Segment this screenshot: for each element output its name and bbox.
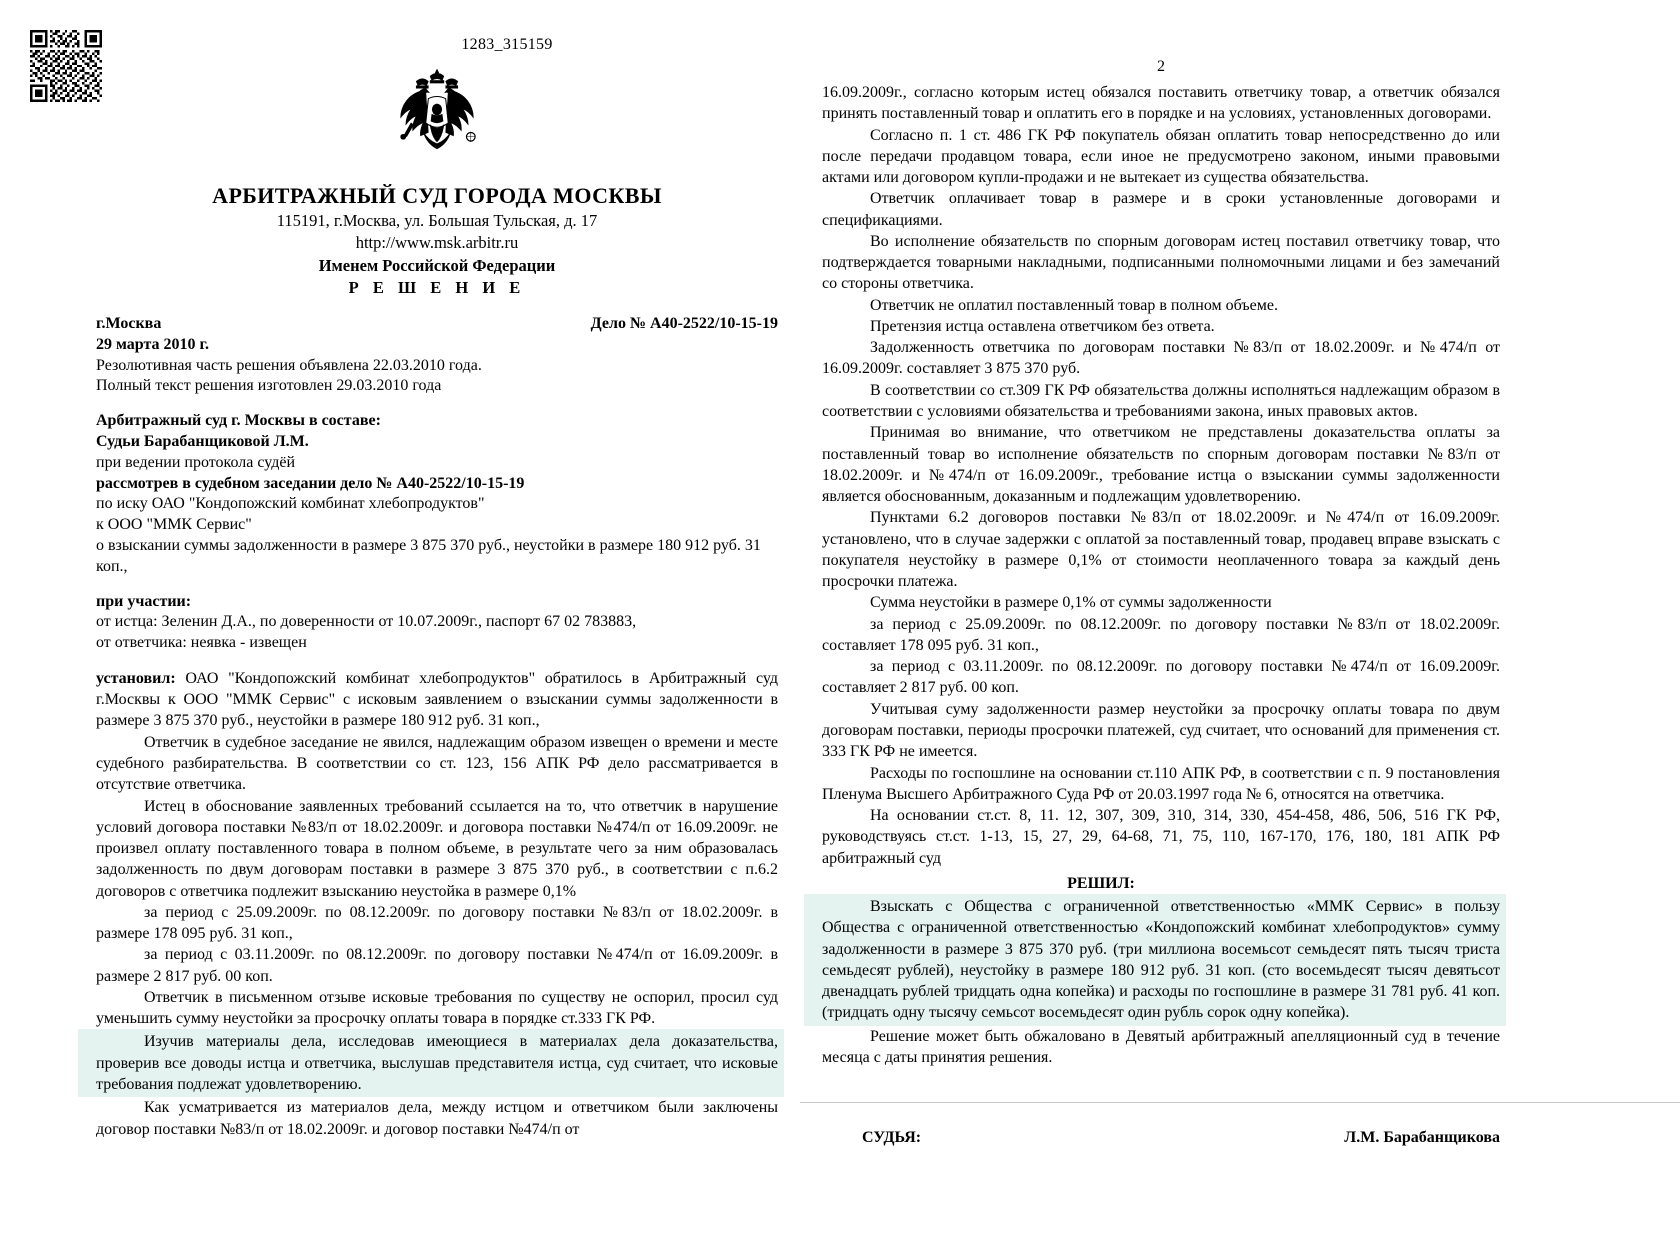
paragraph-contract-terms: 16.09.2009г., согласно которым истец обязался поставить ответчику товар, а ответчик обязался принять поставленный товар и оплатить его в порядке и на условиях, установленных договорами. [822,84,1500,123]
paragraph-defendant-absent: Ответчик в судебное заседание не явился, надлежащим образом извещен о времени и месте судебного разбирательства. В соответствии со ст. 123, 156 АПК РФ дело рассматривается в отсутствие ответчика. [96,733,778,794]
paragraph-article-486: Согласно п. 1 ст. 486 ГК РФ покупатель обязан оплатить товар непосредственно до или после передачи продавцом товара, если иное не предусмотрено законом, иными правовыми актами или договором купли-продажи и не вытекает из существа обязательства. [822,126,1500,187]
court-composition [96,411,778,577]
signature-divider [800,1102,1680,1103]
composition-heading: Арбитражный суд г. Москвы в составе: [96,412,381,430]
right-column [800,0,1680,1247]
page-number: 2 [1157,58,1165,75]
signature-row [822,1129,1500,1147]
protocol-line: при ведении протокола судёй [96,453,296,471]
court-title: АРБИТРАЖНЫЙ СУД ГОРОДА МОСКВЫ [212,183,662,208]
decision-heading: Р Е Ш Е Н И Е [348,278,526,297]
established-label: установил: [96,669,176,687]
emblem-container [96,64,778,173]
paragraph-not-paid-full: Ответчик не оплатил поставленный товар в полном объеме. [870,296,1278,314]
judge-label: СУДЬЯ: [862,1129,922,1147]
plaintiff-line: по иску ОАО "Кондопожский комбинат хлебопродуктов" [96,495,485,513]
paragraph-article-309: В соответствии со ст.309 ГК РФ обязательства должны исполняться надлежащим образом в соответствии с условиями обязательства и требованиями закона, иных правовых актов. [822,381,1500,420]
plaintiff-representative: от истца: Зеленин Д.А., по доверенности от 10.07.2009г., паспорт 67 02 783883, [96,613,637,631]
court-website-url: http://www.msk.arbitr.ru [355,233,519,252]
full-text-line: Полный текст решения изготовлен 29.03.2010 года [96,377,442,395]
case-number: Дело № А40-2522/10-15-19 [590,315,778,332]
paragraph-penalty-calc-2: за период с 03.11.2009г. по 08.12.2009г. по договору поставки №474/п от 16.09.2009г. составляет 2 817 руб. 00 коп. [822,658,1500,697]
qr-code-icon [30,30,102,102]
city-label: г.Москва [96,315,162,332]
judge-name: Судьи Барабанщиковой Л.М. [96,432,309,450]
paragraph-court-conclusion-highlighted: Изучив материалы дела, исследовав имеющиеся в материалах дела доказательства, проверив все доводы истца и ответчика, выслушав представителя истца, суд считает, что исковые требования подлежат удовлетворению. [78,1029,784,1097]
established-paragraph [96,668,778,732]
court-address: 115191, г.Москва, ул. Большая Тульская, д. 17 [276,211,598,230]
paragraph-penalty-period-1: за период с 25.09.2009г. по 08.12.2009г. по договору поставки №83/п от 18.02.2009г. в размере 178 095 руб. 31 коп., [96,903,778,943]
paragraph-no-article-333: Учитывая суму задолженности размер неустойки за просрочку оплаты товара по двум договорам поставки, периоды просрочки платежей, суд считает, что оснований для применения ст. 333 ГК РФ не имеется. [822,700,1500,761]
paragraph-penalty-period-2: за период с 03.11.2009г. по 08.12.2009г. по договору поставки №474/п от 16.09.2009г. в размере 2 817 руб. 00 коп. [96,946,778,985]
resolutive-part-line: Резолютивная часть решения объявлена 22.03.2010 года. [96,356,482,374]
paragraph-state-duty-costs: Расходы по госпошлине на основании ст.110 АПК РФ, в соответствии с п. 9 постановления Пленума Высшего Арбитражного Суда РФ от 20.03.1997 года № 6, относятся на ответчика. [822,764,1500,803]
in-name-of-federation: Именем Российской Федерации [318,256,556,275]
document-number: 1283_315159 [461,36,553,53]
case-meta [96,314,778,397]
decided-heading: РЕШИЛ: [1067,874,1135,892]
considered-case-line: рассмотрев в судебном заседании дело № А40-2522/10-15-19 [96,474,525,492]
paragraph-legal-basis: На основании ст.ст. 8, 11. 12, 307, 309, 310, 314, 330, 454-458, 486, 506, 516 ГК РФ, руководствуясь ст.ст. 1-13, 15, 27, 29, 64-68, 71, 75, 110, 167-170, 176, 180, 181 АПК РФ арбитражный суд [822,807,1500,867]
paragraph-defendant-response: Ответчик в письменном отзыве исковые требования по существу не оспорил, просил суд уменьшить сумму неустойки за просрочку оплаты товара в порядке ст.333 ГК РФ. [96,988,778,1028]
case-meta-row [96,314,778,335]
participation-block [96,592,778,654]
decision-date: 29 марта 2010 г. [96,335,209,353]
defendant-line: к ООО "ММК Сервис" [96,516,252,534]
claim-subject-line: о взыскании суммы задолженности в размере 3 875 370 руб., неустойки в размере 180 912 руб. 31 коп., [96,536,761,575]
left-column [0,0,800,1247]
paragraph-operative-part-highlighted: Взыскать с Общества с ограниченной ответственностью «ММК Сервис» в пользу Общества с ограниченной ответственностью «Кондопожский комбинат хлебопродуктов» сумму задолженности в размере 3 875 370 руб. (три миллиона восемьсот семьдесят пять тысяч триста семьдесят рублей), неустойку в размере 180 912 руб. 31 коп. (сто восемьдесят тысяч девятьсот двенадцать рублей тридцать одна копейка) и расходы по госпошлине в размере 31 781 руб. 41 коп. (тридцать одну тысячу семьсот восемьдесят один рубль сорок одну копейка). [804,894,1506,1026]
right-body-text [822,82,1500,1068]
paragraph-no-payment-evidence: Принимая во внимание, что ответчиком не представлены доказательства оплаты за поставленный товар во исполнение обязательств по спорным договорам поставки №83/п от 18.02.2009г. и №474/п от 16.09.2009г., требование истца о взыскании суммы задолженности является обоснованным, доказанным и подлежащим удовлетворению. [822,424,1500,506]
established-text: ОАО "Кондопожский комбинат хлебопродуктов" обратилось в Арбитражный суд г.Москвы к ООО "ММК Сервис" с исковым заявлением о взыскании суммы задолженности в размере 3 875 370 руб., неустойки в размере 180 912 руб. 31 коп., [96,669,779,730]
paragraph-clause-6-2: Пунктами 6.2 договоров поставки №83/п от 18.02.2009г. и №474/п от 16.09.2009г. установлено, что в случае задержки с оплатой за поставленный товар, продавец вправе взыскать с покупателя неустойку в размере 0,1% от стоимости неоплаченного товара за каждый день просрочки платежа. [822,509,1500,591]
paragraph-penalty-sum-intro: Сумма неустойки в размере 0,1% от суммы задолженности [870,594,1272,612]
defendant-representative: от ответчика: неявка - извещен [96,634,307,652]
participation-heading: при участии: [96,592,192,610]
paragraph-claim-grounds: Истец в обоснование заявленных требований ссылается на то, что ответчик в нарушение условий договора поставки №83/п от 18.02.2009г. и договора поставки №474/п от 16.09.2009г. не произвел оплату поставленного товара в полном объеме, в результате чего за ним образовалась задолженность по двум договорам поставки в размере 3 875 370 руб., в соответствии с п.6.2 договоров с ответчика подлежит взысканию неустойка в размере 0,1% [96,797,778,900]
paragraph-claim-unanswered: Претензия истца оставлена ответчиком без ответа. [870,317,1215,335]
judge-signature-name: Л.М. Барабанщикова [1344,1129,1500,1147]
paragraph-contracts-concluded: Как усматривается из материалов дела, между истцом и ответчиком были заключены договор поставки №83/п от 18.02.2009г. и договор поставки №474/п от [96,1099,778,1138]
paragraph-penalty-calc-1: за период с 25.09.2009г. по 08.12.2009г. по договору поставки №83/п от 18.02.2009г. составляет 178 095 руб. 31 коп., [822,615,1500,654]
paragraph-delivery-performed: Во исполнение обязательств по спорным договорам истец поставил ответчику товар, что подтверждается товарными накладными, подписанными полномочными лицами и без замечаний со стороны ответчика. [822,232,1500,293]
paragraph-payment-terms: Ответчик оплачивает товар в размере и в сроки установленные договорами и спецификациями. [822,190,1500,229]
paragraph-appeal-notice: Решение может быть обжаловано в Девятый арбитражный апелляционный суд в течение месяца с даты принятия решения. [822,1027,1500,1066]
left-body-text [96,668,778,1140]
paragraph-debt-amount: Задолженность ответчика по договорам поставки №83/п от 18.02.2009г. и №474/п от 16.09.2009г. составляет 3 875 370 руб. [822,339,1500,378]
russian-coat-of-arms-icon [385,64,489,168]
